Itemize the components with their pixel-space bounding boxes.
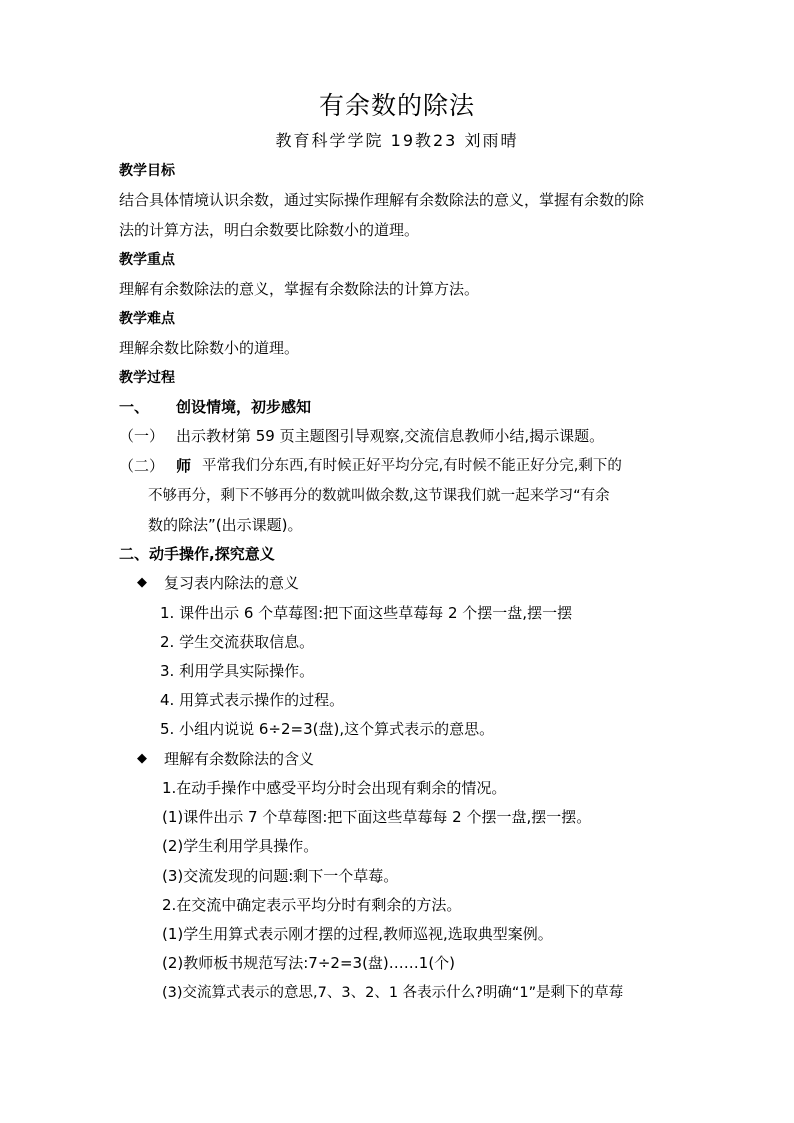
goal-heading: 教学目标: [119, 163, 175, 179]
diamond-bullet-icon: ◆: [137, 575, 147, 590]
section1-item: 1. 课件出示 6 个草莓图:把下面这些草莓每 2 个摆一盘,摆一摆: [160, 604, 573, 622]
part1-item2-line-2: 不够再分，剩下不够再分的数就叫做余数,这节课我们就一起来学习“有余: [148, 488, 610, 504]
section1-title: 复习表内除法的意义: [164, 574, 300, 592]
goal-line-1: 结合具体情境认识余数，通过实际操作理解有余数除法的意义，掌握有余数的除: [119, 191, 645, 209]
section1-item: 3. 利用学具实际操作。: [160, 662, 315, 680]
part1-item1-number: （一）: [119, 427, 165, 445]
diamond-bullet-icon: ◆: [137, 751, 147, 766]
part1-item2-line-3: 数的除法”(出示课题)。: [148, 516, 303, 534]
section2-item: (1)学生用算式表示刚才摆的过程,教师巡视,选取典型案例。: [162, 925, 553, 943]
part1-title: 创设情境，初步感知: [176, 398, 312, 416]
section2-item: 1.在动手操作中感受平均分时会出现有剩余的情况。: [162, 779, 507, 797]
section1-item: 4. 用算式表示操作的过程。: [160, 691, 345, 709]
page-title: 有余数的除法: [318, 91, 475, 120]
goal-line-2: 法的计算方法，明白余数要比除数小的道理。: [119, 221, 420, 239]
process-heading: 教学过程: [119, 370, 175, 386]
part1-item2-number: （二）: [119, 457, 165, 475]
section1-item: 5. 小组内说说 6÷2=3(盘),这个算式表示的意思。: [160, 720, 495, 738]
difficulty-heading: 教学难点: [119, 311, 175, 327]
key-point-text: 理解有余数除法的意义，掌握有余数除法的计算方法。: [119, 280, 480, 298]
section2-item: (3)交流发现的问题:剩下一个草莓。: [162, 867, 399, 885]
teacher-label: 师: [176, 457, 192, 475]
section2-item: (1)课件出示 7 个草莓图:把下面这些草莓每 2 个摆一盘,摆一摆。: [162, 808, 592, 826]
part1-item1-text: 出示教材第 59 页主题图引导观察,交流信息教师小结,揭示课题。: [176, 427, 605, 445]
section2-item: (2)学生利用学具操作。: [162, 837, 319, 855]
part1-number: 一、: [119, 398, 150, 416]
section2-title: 理解有余数除法的含义: [164, 750, 315, 768]
section1-item: 2. 学生交流获取信息。: [160, 633, 315, 651]
page-subtitle: 教育科学学院 19教23 刘雨晴: [275, 131, 519, 150]
difficulty-text: 理解余数比除数小的道理。: [119, 339, 300, 357]
part2-title: 二、动手操作,探究意义: [119, 545, 275, 563]
section2-item: 2.在交流中确定表示平均分时有剩余的方法。: [162, 896, 462, 914]
part1-item2-line-1: 平常我们分东西,有时候正好平均分完,有时候不能正好分完,剩下的: [202, 458, 622, 474]
section2-item: (2)教师板书规范写法:7÷2=3(盘)……1(个): [162, 954, 456, 972]
key-point-heading: 教学重点: [119, 252, 175, 268]
section2-item: (3)交流算式表示的意思,7、3、2、1 各表示什么?明确“1”是剩下的草莓: [162, 985, 624, 1001]
